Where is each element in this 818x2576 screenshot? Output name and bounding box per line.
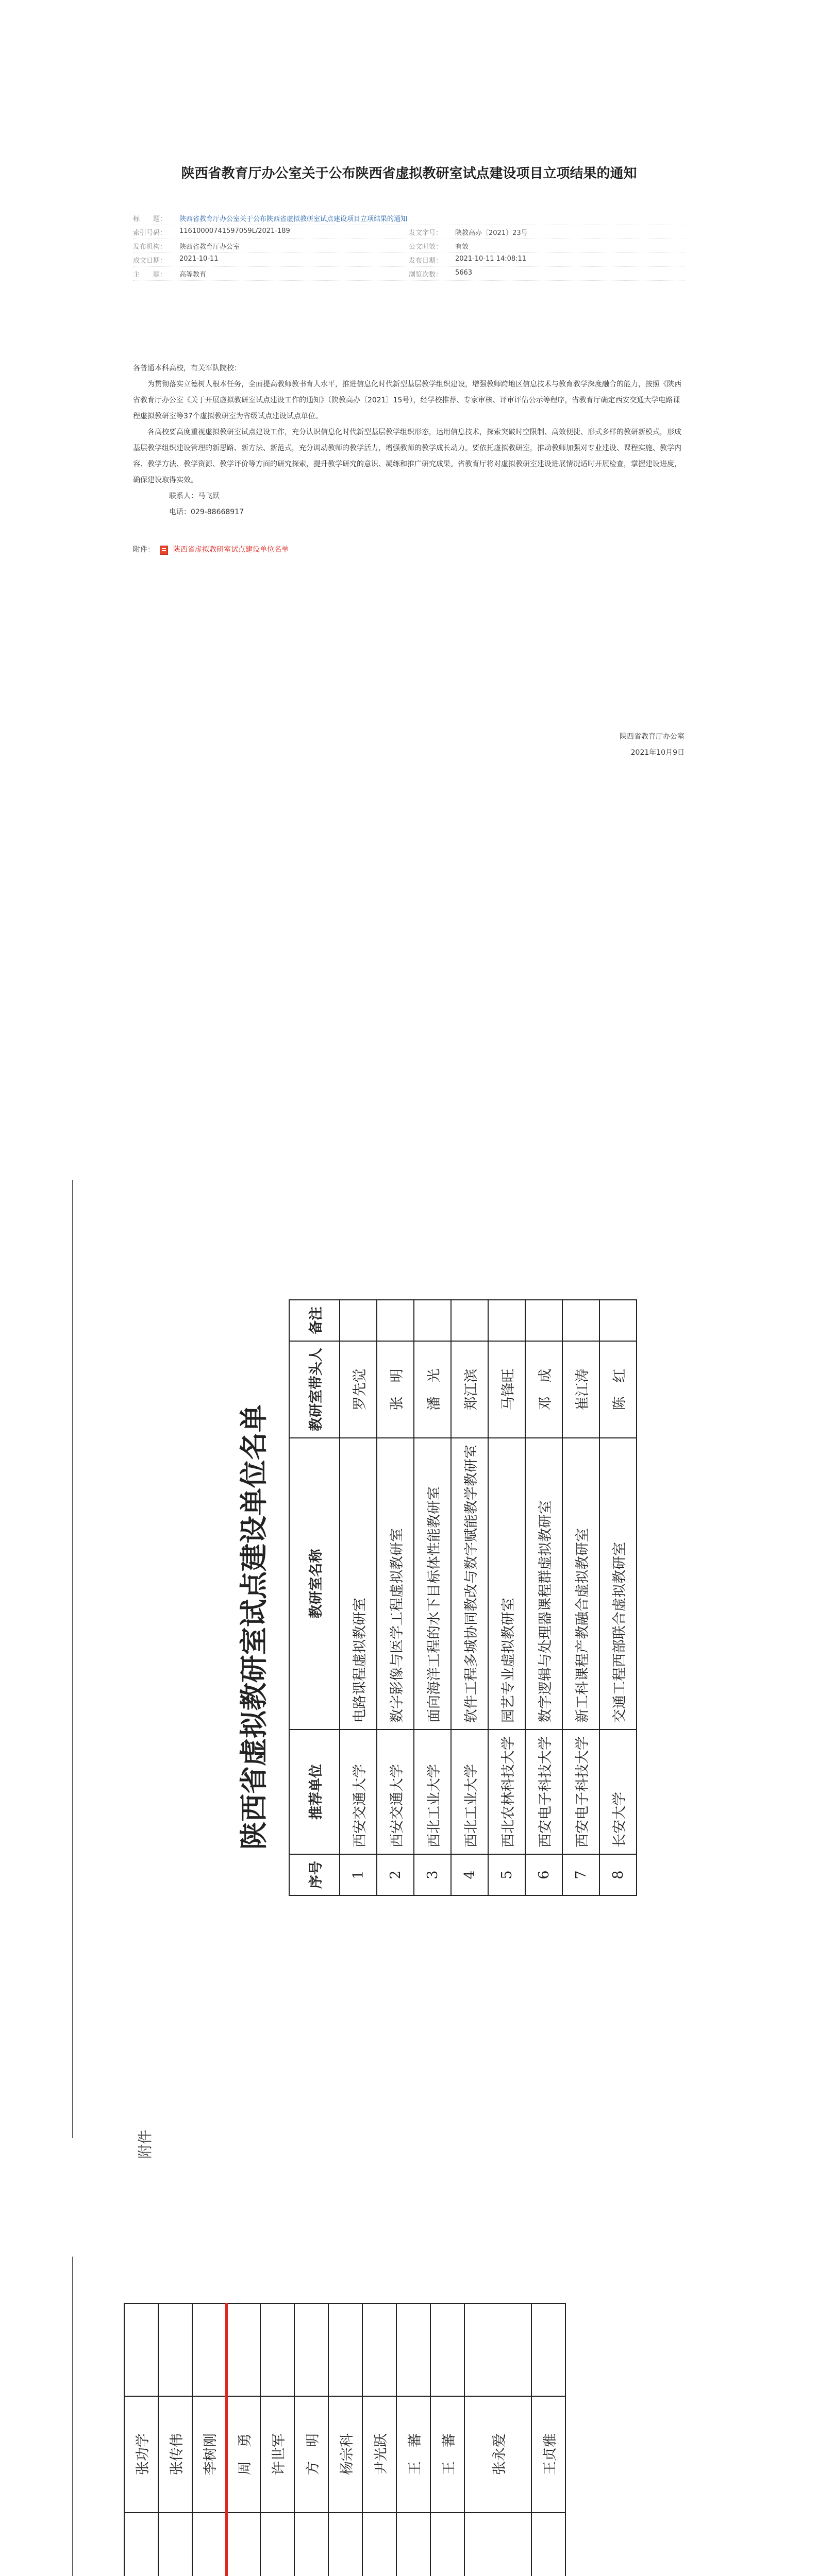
row-note [396, 2303, 430, 2396]
meta-open-label: 公文时效： [409, 243, 443, 251]
row-name [531, 2513, 565, 2576]
row-note [226, 2303, 260, 2396]
row-leader: 王 蕃 [430, 2396, 464, 2513]
row-name: 软件工程多城协同教改与数字赋能教学教研室 [451, 1438, 488, 1730]
row-note [377, 1300, 414, 1341]
header-cell: 教研室名称 [289, 1438, 340, 1730]
row-leader: 罗先觉 [340, 1341, 377, 1438]
table-row [328, 2303, 362, 2576]
table-header-row [289, 1300, 340, 1895]
table-row [192, 2303, 226, 2576]
row-name [396, 2513, 430, 2576]
table-row [396, 2303, 430, 2576]
row-name [362, 2513, 396, 2576]
row-leader: 张 明 [377, 1341, 414, 1438]
paragraph-1: 为贯彻落实立德树人根本任务，全面提高教师教书育人水平，推进信息化时代新型基层教学组织建设，增强教师跨地区信息技术与教育教学深度融合的能力，按照《陕西省教育厅办公室《关于开展虚拟教研室试点建设工作的通知》（陕教高办〔2021〕15号），经学校推荐、专家审核、评审评估公示等程序，省教育厅确定西安交通大学电路课程虚拟教研室等37个虚拟教研室为省级试点建设试点单位。 [133, 380, 681, 420]
row-leader: 李树刚 [192, 2396, 226, 2513]
row-note [488, 1300, 525, 1341]
meta-topic-label: 主 题： [133, 270, 167, 279]
table-row [362, 2303, 396, 2576]
table-row [340, 1300, 377, 1895]
paragraph-2: 各高校要高度重视虚拟教研室试点建设工作，充分认识信息化时代新型基层教学组织形态，运用信息技术，探索突破时空限制、高效便捷、形式多样的教研新模式，形成基层教学组织建设管理的新思路、新方法、新范式，充分调动教师的教学活力，增强教师的教学成长动力。要依托虚拟教研室，推动教师加强对专业建设、课程实施、教学内容、教学方法、教学资源、教学评价等方面的研究探索，提升教学研究的意识、凝练和推广研究成果。省教育厅将对虚拟教研室建设进展情况适时开展检查，掌握建设进度，确保建设取得实效。 [133, 428, 681, 484]
scan-page-2 [77, 2262, 665, 2576]
row-name: 新工科课程产教融合虚拟教研室 [562, 1438, 599, 1730]
row-index: 7 [562, 1854, 599, 1895]
row-note [124, 2303, 158, 2396]
row-leader: 张功学 [124, 2396, 158, 2513]
table-row [525, 1300, 562, 1895]
row-name [158, 2513, 192, 2576]
row-unit: 西北工业大学 [451, 1730, 488, 1854]
row-index: 4 [451, 1854, 488, 1895]
row-note [158, 2303, 192, 2396]
row-name [192, 2513, 226, 2576]
row-note [562, 1300, 599, 1341]
row-leader: 潘 光 [414, 1341, 451, 1438]
row-name [294, 2513, 328, 2576]
row-leader: 许世军 [260, 2396, 294, 2513]
scan-page-edge [72, 1180, 73, 2138]
row-leader: 方 明 [294, 2396, 328, 2513]
row-note [464, 2303, 531, 2396]
table-row [531, 2303, 565, 2576]
fujian-label: 附件 [137, 2129, 154, 2159]
row-note [260, 2303, 294, 2396]
list-table-2 [124, 2303, 566, 2576]
row-name: 交通工程西部联合虚拟教研室 [599, 1438, 637, 1730]
row-index: 2 [377, 1854, 414, 1895]
scan-page-2-content [77, 2262, 660, 2576]
row-unit: 长安大学 [599, 1730, 637, 1854]
row-note [414, 1300, 451, 1341]
contact-person: 联系人：马飞跃 [169, 492, 220, 500]
row-note [599, 1300, 637, 1341]
scan-page-edge [72, 2257, 73, 2576]
meta-views-value: 5663 [455, 268, 473, 277]
salutation: 各普通本科高校，有关军队院校： [133, 364, 241, 372]
header-cell: 教研室带头人 [289, 1341, 340, 1438]
attachment-link[interactable]: 陕西省虚拟教研室试点建设单位名单 [173, 546, 289, 554]
list-table-1 [289, 1299, 637, 1896]
table-row [599, 1300, 637, 1895]
row-index: 5 [488, 1854, 525, 1895]
row-name [328, 2513, 362, 2576]
row-note [531, 2303, 565, 2396]
meta-pub-label: 发布日期： [409, 257, 443, 265]
row-note [328, 2303, 362, 2396]
header-cell: 推荐单位 [289, 1730, 340, 1854]
contact-phone: 电话：029-88668917 [169, 508, 244, 516]
meta-docno-label: 发文字号： [409, 229, 443, 237]
row-note [294, 2303, 328, 2396]
row-name [430, 2513, 464, 2576]
row-name: 面向海洋工程的水下目标体性能教研室 [414, 1438, 451, 1730]
row-name [226, 2513, 260, 2576]
row-name: 数字逻辑与处理器课程群虚拟教研室 [525, 1438, 562, 1730]
row-note [430, 2303, 464, 2396]
sign-org: 陕西省教育厅办公室 [620, 733, 685, 741]
row-index: 1 [340, 1854, 377, 1895]
row-leader: 张传伟 [158, 2396, 192, 2513]
notice-meta-table [133, 211, 685, 281]
row-leader: 陈 红 [599, 1341, 637, 1438]
row-index: 8 [599, 1854, 637, 1895]
row-leader: 马锋旺 [488, 1341, 525, 1438]
notice-body [133, 361, 685, 757]
row-leader: 王 蕃 [396, 2396, 430, 2513]
row-note [192, 2303, 226, 2396]
meta-pub-value: 2021-10-11 14:08:11 [455, 255, 527, 263]
table-row [451, 1300, 488, 1895]
meta-org-label: 发布机构： [133, 243, 167, 251]
list-title: 陕西省虚拟教研室试点建设单位名单 [237, 1404, 270, 1850]
meta-topic-value: 高等教育 [179, 270, 207, 279]
row-leader: 杨宗科 [328, 2396, 362, 2513]
table-row [464, 2303, 531, 2576]
attachment-row [133, 542, 685, 558]
meta-index-value: 11610000741597059L/2021-189 [179, 227, 290, 235]
meta-index-label: 索引号码： [133, 229, 167, 237]
notice-title: 陕西省教育厅办公室关于公布陕西省虚拟教研室试点建设项目立项结果的通知 [181, 166, 637, 181]
header-cell: 序号 [289, 1854, 340, 1895]
table-row [260, 2303, 294, 2576]
table-row [158, 2303, 192, 2576]
row-name: 电路课程虚拟教研室 [340, 1438, 377, 1730]
row-leader: 周 勇 [226, 2396, 260, 2513]
table-row [488, 1300, 525, 1895]
row-leader: 尹光跃 [362, 2396, 396, 2513]
sign-date: 2021年10月9日 [630, 749, 685, 757]
row-note [525, 1300, 562, 1341]
row-name: 数字影像与医学工程虚拟教研室 [377, 1438, 414, 1730]
row-note [362, 2303, 396, 2396]
meta-views-label: 浏览次数： [409, 270, 443, 279]
table-row [124, 2303, 158, 2576]
row-leader: 王贞雅 [531, 2396, 565, 2513]
row-index: 3 [414, 1854, 451, 1895]
header-cell: 备注 [289, 1300, 340, 1341]
table-row [377, 1300, 414, 1895]
row-unit: 西安电子科技大学 [562, 1730, 599, 1854]
meta-title-value: 陕西省教育厅办公室关于公布陕西省虚拟教研室试点建设项目立项结果的通知 [179, 215, 408, 223]
scan-page-1 [77, 1180, 665, 2169]
meta-title-label: 标 题： [133, 215, 167, 223]
scan-page-1-content [77, 1190, 660, 2159]
row-unit: 西安电子科技大学 [525, 1730, 562, 1854]
table-row [294, 2303, 328, 2576]
row-name: 园艺专业虚拟教研室 [488, 1438, 525, 1730]
table-row [430, 2303, 464, 2576]
row-index: 6 [525, 1854, 562, 1895]
meta-open-value: 有效 [455, 243, 469, 251]
row-name [464, 2513, 531, 2576]
table-row [562, 1300, 599, 1895]
table-row [414, 1300, 451, 1895]
row-leader: 张永爱 [464, 2396, 531, 2513]
row-unit: 西安交通大学 [377, 1730, 414, 1854]
table-row-highlighted [226, 2303, 260, 2576]
meta-date-value: 2021-10-11 [179, 255, 219, 263]
row-unit: 西北工业大学 [414, 1730, 451, 1854]
row-note [451, 1300, 488, 1341]
meta-docno-value: 陕教高办〔2021〕23号 [455, 229, 528, 237]
row-name [260, 2513, 294, 2576]
row-unit: 西北农林科技大学 [488, 1730, 525, 1854]
meta-org-value: 陕西省教育厅办公室 [179, 243, 240, 251]
meta-date-label: 成文日期： [133, 257, 167, 265]
row-unit: 西安交通大学 [340, 1730, 377, 1854]
row-leader: 崔江涛 [562, 1341, 599, 1438]
row-name [124, 2513, 158, 2576]
attachment-label: 附件： [133, 546, 155, 554]
row-leader: 邓 成 [525, 1341, 562, 1438]
row-leader: 郑江滨 [451, 1341, 488, 1438]
row-note [340, 1300, 377, 1341]
pdf-file-icon [160, 546, 168, 555]
